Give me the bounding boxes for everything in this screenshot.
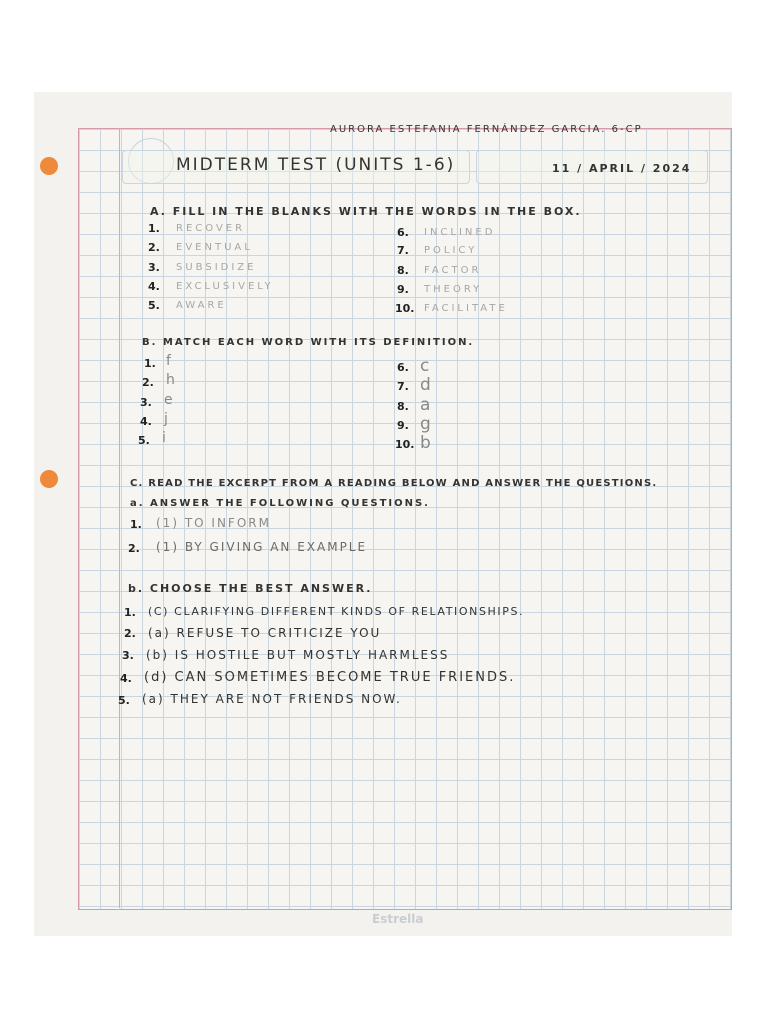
section-a-number: 3. [148, 261, 160, 274]
section-b-number: 9. [397, 419, 409, 432]
section-c-a-number: 1. [130, 518, 142, 531]
section-c-b-answer: (C) CLARIFYING DIFFERENT KINDS OF RELATIONSHIPS. [148, 605, 525, 618]
section-a-number: 1. [148, 222, 160, 235]
section-c-b-answer: (d) CAN SOMETIMES BECOME TRUE FRIENDS. [144, 670, 516, 685]
section-a-answer: THEORY [424, 284, 483, 295]
section-c-b-number: 1. [124, 606, 136, 619]
section-c-instruction: C. READ THE EXCERPT FROM A READING BELOW AND ANSWER THE QUESTIONS. [130, 478, 658, 489]
section-b-number: 2. [142, 376, 154, 389]
section-b-answer: b [420, 433, 433, 453]
section-a-answer: RECOVER [176, 223, 246, 234]
section-a-number: 2. [148, 241, 160, 254]
section-a-answer: FACILITATE [424, 303, 508, 314]
section-a-number: 5. [148, 299, 160, 312]
section-b-number: 6. [397, 361, 409, 374]
section-a-number: 9. [397, 283, 409, 296]
section-b-number: 7. [397, 380, 409, 393]
section-a-answer: EXCLUSIVELY [176, 281, 274, 292]
test-title: MIDTERM TEST (UNITS 1-6) [176, 155, 456, 175]
section-c-b-answer: (a) REFUSE TO CRITICIZE YOU [148, 626, 382, 640]
section-b-answer: d [420, 375, 433, 395]
section-a-answer: POLICY [424, 245, 478, 256]
section-c-b-number: 5. [118, 694, 130, 707]
section-c-a-answer: (1) TO INFORM [156, 516, 271, 530]
binder-hole-top [40, 157, 58, 175]
section-a-answer: INCLINED [424, 227, 496, 238]
section-a-number: 4. [148, 280, 160, 293]
section-b-answer: a [420, 395, 433, 415]
section-b-instruction: B. MATCH EACH WORD WITH ITS DEFINITION. [142, 337, 475, 348]
section-b-answer: h [166, 372, 177, 388]
binder-hole-middle [40, 470, 58, 488]
section-b-answer: e [164, 392, 175, 408]
section-a-number: 6. [397, 226, 409, 239]
section-c-b-number: 4. [120, 672, 132, 685]
section-c-a-number: 2. [128, 542, 140, 555]
student-name: AURORA ESTEFANIA FERNÁNDEZ GARCIA. 6-CP [330, 124, 643, 135]
section-a-answer: SUBSIDIZE [176, 262, 257, 273]
brand-logo: Estrella [372, 912, 424, 926]
section-b-number: 3. [140, 396, 152, 409]
margin-line [119, 128, 120, 908]
section-b-answer: i [162, 430, 168, 446]
section-b-number: 8. [397, 400, 409, 413]
test-date: 11 / APRIL / 2024 [552, 162, 692, 175]
section-a-answer: EVENTUAL [176, 242, 253, 253]
section-b-answer: f [166, 353, 173, 369]
section-b-number: 1. [144, 357, 156, 370]
section-c-b-instruction: b. CHOOSE THE BEST ANSWER. [128, 582, 373, 595]
section-b-answer: g [420, 414, 433, 434]
section-c-b-number: 3. [122, 649, 134, 662]
section-a-answer: FACTOR [424, 265, 482, 276]
section-c-b-number: 2. [124, 627, 136, 640]
section-c-b-answer: (a) THEY ARE NOT FRIENDS NOW. [142, 692, 402, 706]
section-b-number: 10. [395, 438, 415, 451]
section-c-a-instruction: a. ANSWER THE FOLLOWING QUESTIONS. [130, 498, 430, 509]
section-b-number: 4. [140, 415, 152, 428]
section-a-answer: AWARE [176, 300, 227, 311]
section-a-number: 7. [397, 244, 409, 257]
section-c-b-answer: (b) IS HOSTILE BUT MOSTLY HARMLESS [146, 648, 450, 662]
section-b-number: 5. [138, 434, 150, 447]
section-a-number: 10. [395, 302, 415, 315]
section-a-instruction: A. FILL IN THE BLANKS WITH THE WORDS IN THE BOX. [150, 205, 582, 218]
section-b-answer: j [164, 411, 170, 427]
section-b-answer: c [420, 356, 432, 376]
section-a-number: 8. [397, 264, 409, 277]
section-c-a-answer: (1) BY GIVING AN EXAMPLE [156, 540, 368, 554]
